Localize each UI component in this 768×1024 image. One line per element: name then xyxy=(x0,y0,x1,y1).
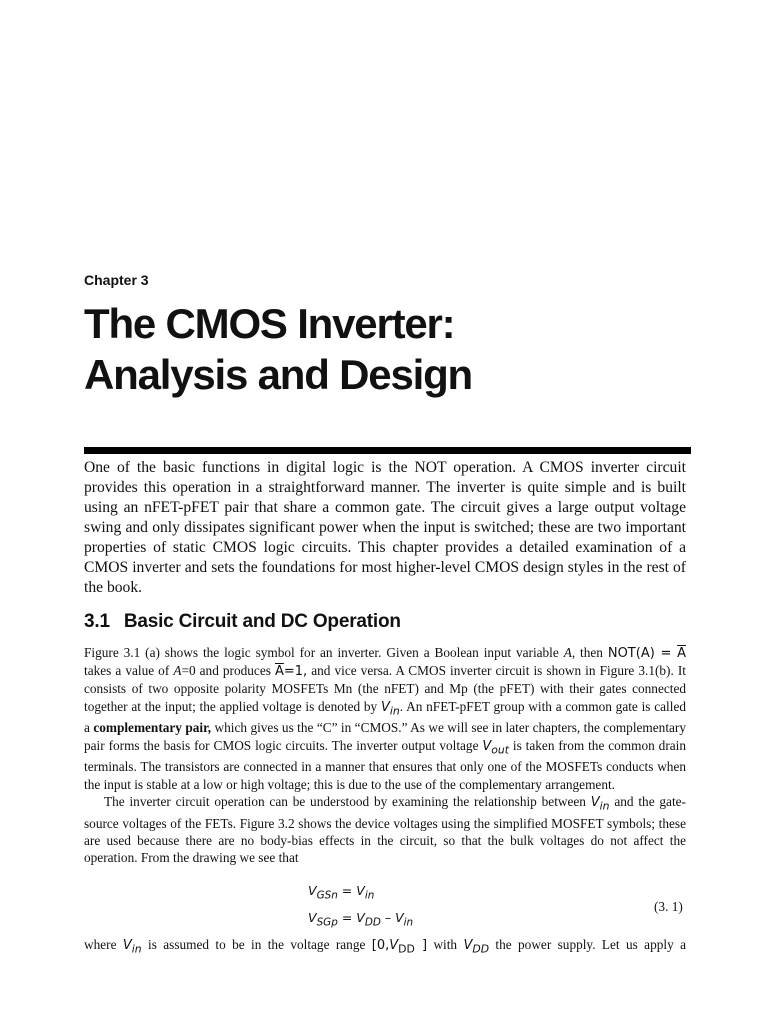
body-text xyxy=(84,644,686,866)
v-letter: V xyxy=(122,938,132,953)
v-in-symbol xyxy=(380,699,400,718)
equals-sign: = xyxy=(337,883,357,898)
not-expression xyxy=(608,646,686,661)
v-letter: V xyxy=(356,883,365,898)
equation-number: (3. 1) xyxy=(654,899,683,914)
chapter-label: Chapter 3 xyxy=(84,272,149,288)
subscript: DD xyxy=(472,942,490,956)
text-run: which gives us the “C” in “CMOS.” As we will see in later chapters, the complementary pair forms the basis for CMOS logic circuits. The inverter output voltage xyxy=(84,720,686,753)
text-run: Figure 3.1 (a) shows the logic symbol for an inverter. Given a Boolean input variable xyxy=(84,645,564,660)
range-open: [0, xyxy=(371,938,390,953)
v-letter: V xyxy=(395,909,404,925)
equation-3-1 xyxy=(308,880,413,933)
title-rule xyxy=(84,447,691,454)
a-bar: $\overline{A}$ xyxy=(677,646,686,661)
chapter-title-line-2: Analysis and Design xyxy=(84,351,472,398)
text-run: takes a value of xyxy=(84,663,174,679)
text-run: the power supply. Let us apply a xyxy=(489,937,686,952)
text-run: The inverter circuit operation can be understood by examining the relationship between xyxy=(104,793,591,809)
variable-a: A xyxy=(173,663,182,679)
text-run: . An nFET-pFET group with a common gate is called a xyxy=(84,698,686,736)
subscript: in xyxy=(364,889,375,902)
v-letter: V xyxy=(308,909,317,925)
v-in-symbol xyxy=(590,794,610,813)
section-heading xyxy=(84,611,401,633)
range-close: ] xyxy=(414,938,428,953)
v-letter: V xyxy=(380,699,390,715)
text-run: and the gate-source voltages of the FETs. Figure 3.2 shows the device voltages using the simplified MOSFET symbols; these are used because there are no body-bias effects in the circuit, so that the bulk voltages do not affect the operation. From the drawing we see that xyxy=(84,793,686,866)
text-run: with xyxy=(427,937,464,952)
chapter-title-line-1: The CMOS Inverter: xyxy=(84,300,455,347)
continuation-line xyxy=(84,937,686,956)
v-letter: V xyxy=(463,938,473,953)
v-letter: V xyxy=(356,909,365,925)
text-run: where xyxy=(84,937,123,952)
a-bar: $\overline{A}$ xyxy=(274,664,284,680)
voltage-range xyxy=(371,938,428,956)
v-letter: V xyxy=(482,738,492,754)
variable-a: A xyxy=(563,645,572,660)
subscript: in xyxy=(599,799,610,813)
subscript: GSn xyxy=(316,889,338,902)
v-dd-symbol xyxy=(463,938,490,956)
subscript: in xyxy=(389,704,400,718)
text-run: and vice versa. A CMOS inverter circuit is shown in Figure 3.1(b). It consists of two opposite polarity MOSFETs Mn (the nFET) and Mp (the pFET) with their gates connected together at the input; the applied voltage is denoted by xyxy=(84,663,686,714)
text-run: =0 and produces xyxy=(181,663,275,679)
chapter-title xyxy=(84,298,704,400)
text-run: is assumed to be in the voltage range xyxy=(141,937,372,952)
not-expression-text: NOT(A) = xyxy=(607,646,678,661)
paragraph-2 xyxy=(84,793,686,866)
a-bar-equals-1 xyxy=(275,664,307,679)
equals-sign: = xyxy=(337,909,357,925)
v-letter: V xyxy=(308,883,317,898)
text-run: is taken from the common drain terminals. The transistors are connected in a manner that ensures that only one of the MOSFETs conducts when the input is stable at a low or high voltage; this is due to the use of the complementary arrangement. xyxy=(84,737,686,792)
paragraph-1 xyxy=(84,644,686,793)
minus-sign: – xyxy=(380,909,396,925)
v-letter: V xyxy=(389,938,399,953)
subscript: SGp xyxy=(316,916,338,928)
equation-line-1 xyxy=(308,880,413,907)
v-letter: V xyxy=(590,794,600,810)
equation-line-2 xyxy=(308,907,413,934)
v-in-symbol xyxy=(122,938,142,956)
subscript: in xyxy=(131,942,142,956)
subscript: in xyxy=(403,916,414,928)
complementary-pair-term: complementary pair, xyxy=(93,720,212,736)
subscript: out xyxy=(491,743,510,757)
v-out-symbol xyxy=(482,738,510,757)
intro-paragraph: One of the basic functions in digital logic is the NOT operation. A CMOS inverter circuit provides this operation in a straightforward manner. The inverter is quite simple and is built using an nFET-pFET pair that share a common gate. The circuit gives a large output voltage swing and only dissipates significant power when the input is switched; these are two important properties of static CMOS logic circuits. This chapter provides a detailed examination of a CMOS inverter and sets the foundations for most higher-level CMOS design styles in the rest of the book. xyxy=(84,459,686,596)
subscript: DD xyxy=(398,942,415,956)
section-title: Basic Circuit and DC Operation xyxy=(123,611,401,632)
equals-one: =1, xyxy=(283,664,308,680)
section-number: 3.1 xyxy=(84,611,110,632)
subscript: DD xyxy=(364,916,381,928)
text-run: , then xyxy=(571,645,608,660)
